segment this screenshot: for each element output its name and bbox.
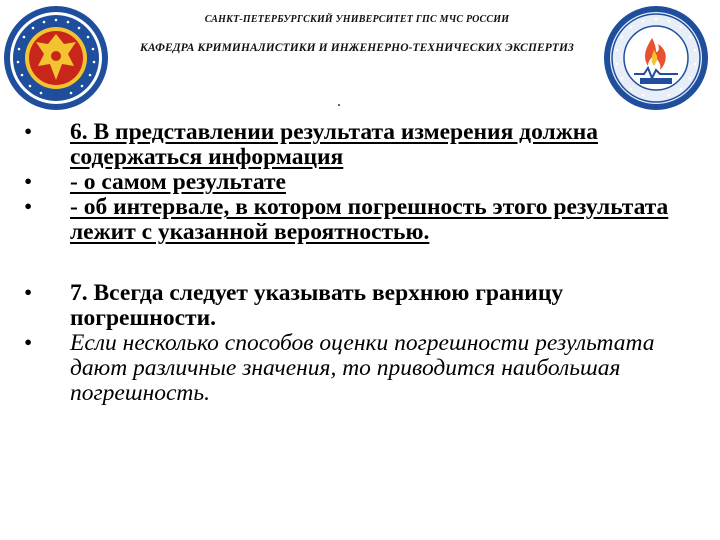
- list-item: [20, 195, 710, 245]
- university-emblem-icon: [2, 4, 110, 112]
- list-item: [20, 120, 710, 170]
- bullet-text-interval: - об интервале, в котором погрешность этого результата лежит с указанной вероятностью.: [70, 194, 669, 245]
- university-title: САНКТ-ПЕТЕРБУРГСКИЙ УНИВЕРСИТЕТ ГПС МЧС РОССИИ: [204, 14, 510, 25]
- bullet-text-result: - о самом результате: [70, 169, 286, 195]
- bullet-marker: •: [24, 194, 33, 220]
- list-item: [20, 281, 710, 331]
- list-item: [20, 331, 710, 406]
- department-emblem-icon: [602, 4, 710, 112]
- bullet-text-largest-error: Если несколько способов оценки погрешности результата дают различные значения, то приводится наибольшая погрешность.: [70, 330, 655, 406]
- bullet-marker: •: [24, 330, 33, 356]
- bullet-list: [20, 120, 710, 406]
- bullet-marker: •: [24, 280, 33, 306]
- bullet-text-measurement-info: 6. В представлении результата измерения должна содержаться информация: [70, 119, 599, 170]
- list-item: [20, 170, 710, 195]
- bullet-text-upper-bound: 7. Всегда следует указывать верхнюю границу погрешности.: [70, 280, 564, 331]
- decorative-dot: [338, 104, 340, 106]
- bullet-marker: •: [24, 169, 33, 195]
- bullet-marker: •: [24, 119, 33, 145]
- department-title: КАФЕДРА КРИМИНАЛИСТИКИ И ИНЖЕНЕРНО-ТЕХНИЧЕСКИХ ЭКСПЕРТИЗ: [139, 42, 575, 54]
